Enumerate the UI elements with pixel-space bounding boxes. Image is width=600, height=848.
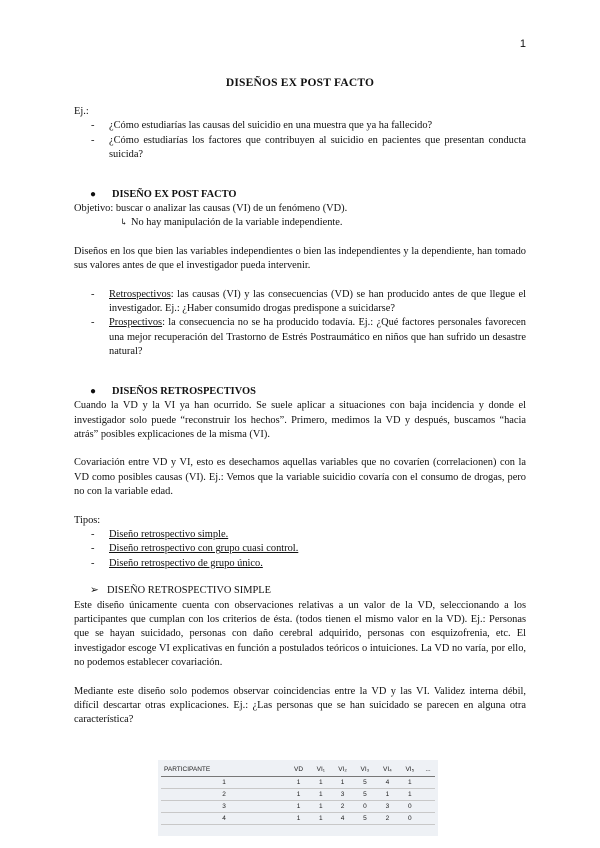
table-cell: [421, 777, 435, 789]
table-cell: 2: [376, 813, 399, 825]
table-row: [161, 801, 435, 813]
retrospective-paragraph-1: Cuando la VD y la VI ya han ocurrido. Se suele aplicar a situaciones con baja incidencia y donde el investigador solo puede “reconstruir los hechos”. Primero, medimos la VD y después, buscamos “hacia atrás” posibles explicaciones de la misma (VI).: [74, 400, 526, 440]
table-row: [161, 777, 435, 789]
definition-paragraph: Diseños en los que bien las variables independientes o bien las independientes y la dependiente, han tomado sus valores antes de que el investigador pueda intervenir.: [74, 245, 526, 272]
retrospective-types-list: [74, 528, 526, 571]
design-types-list: [74, 288, 526, 360]
retrospective-type: - Diseño retrospectivo de grupo único.: [74, 557, 526, 571]
retrospective-paragraph-2: Covariación entre VD y VI, esto es desechamos aquellas variables que no covaríen (correlacionen) con la VD como posibles causas (VI). Ej.: Vemos que la variable suicidio covaría con el consumo de drogas, pero no con la variable edad.: [74, 457, 526, 498]
table-cell: 0: [399, 813, 421, 825]
table-header-cell: VI₂: [331, 764, 353, 777]
table-cell: 1: [287, 813, 310, 825]
retrospective-type: - Diseño retrospectivo con grupo cuasi control.: [74, 542, 526, 556]
design-type-prospective: - Prospectivos: la consecuencia no se ha producido todavía. Ej.: ¿Qué factores personales favorecen una mejor recuperación del Trastorno de Estrés Postraumático en niños que han sufrido un desastre natural?: [74, 316, 526, 359]
table-cell: 0: [399, 801, 421, 813]
objective-text: Objetivo: buscar o analizar las causas (VI) de un fenómeno (VD).: [74, 203, 348, 215]
table-cell: 1: [331, 777, 353, 789]
data-table: [161, 764, 435, 825]
table-cell: 2: [331, 801, 353, 813]
table-cell: 1: [287, 789, 310, 801]
intro-label: Ej.:: [74, 106, 89, 117]
table-cell: 3: [331, 789, 353, 801]
table-header-cell: VD: [287, 764, 310, 777]
table-cell: 5: [354, 789, 377, 801]
table-cell: 1: [161, 777, 287, 789]
table-row: [161, 813, 435, 825]
table-cell: 1: [287, 801, 310, 813]
bullet-icon: ●: [90, 385, 97, 397]
page-number: 1: [519, 38, 526, 50]
table-cell: 4: [376, 777, 399, 789]
table-header-cell: VI₄: [376, 764, 399, 777]
intro-question: - ¿Cómo estudiarías los factores que contribuyen al suicidio en pacientes que presentan conducta suicida?: [74, 134, 526, 163]
table-header-cell: VI₅: [399, 764, 421, 777]
table-cell: 3: [161, 801, 287, 813]
table-cell: 1: [310, 813, 331, 825]
table-cell: 1: [399, 789, 421, 801]
intro-question-list: [74, 119, 526, 162]
design-type-retrospective: - Retrospectivos: las causas (VI) y las consecuencias (VD) se han producido antes de que llegue el investigador. Ej.: ¿Haber consumido drogas predispone a suicidarse?: [74, 288, 526, 317]
table-header-row: [161, 764, 435, 777]
simple-design-paragraph-1: Este diseño únicamente cuenta con observaciones relativas a un valor de la VD, seleccionando a los participantes que cumplan con los criterios de ésta. (todos tienen el mismo valor en la VD). Ej.: Personas que se hayan suicidado, personas con daño cerebral adquirido, personas con esquizofrenia, etc. El investigador escoge VI explicativas en función a postulados teóricos o intuiciones. La VD no varía, por ello, no podemos establecer covariación.: [74, 599, 526, 669]
table-header-cell: VI₃: [354, 764, 377, 777]
section-heading-ex-post-facto: ● DISEÑO EX POST FACTO: [74, 188, 526, 202]
retrospective-type: - Diseño retrospectivo simple.: [74, 528, 526, 542]
table-cell: 1: [310, 777, 331, 789]
table-cell: [421, 789, 435, 801]
sub-arrow-icon: ↳: [120, 217, 128, 228]
document-body: [74, 105, 526, 728]
table-cell: 3: [376, 801, 399, 813]
table-cell: 0: [354, 801, 377, 813]
section-heading-simple: ➢ DISEÑO RETROSPECTIVO SIMPLE: [74, 584, 526, 598]
sub-note: ↳ No hay manipulación de la variable independiente.: [120, 217, 343, 229]
table-cell: 1: [376, 789, 399, 801]
table-cell: 5: [354, 813, 377, 825]
table-cell: 1: [310, 801, 331, 813]
types-label: Tipos:: [74, 514, 101, 526]
table-cell: 5: [354, 777, 377, 789]
table-header-cell: ...: [421, 764, 435, 777]
table-cell: [421, 801, 435, 813]
table-header-cell: VI₁: [310, 764, 331, 777]
section-heading-retrospectivos: ● DISEÑOS RETROSPECTIVOS: [74, 385, 526, 399]
arrow-bullet-icon: ➢: [90, 585, 99, 597]
table-cell: 1: [287, 777, 310, 789]
table-header-cell: PARTICIPANTE: [161, 764, 287, 777]
document-title: DISEÑOS EX POST FACTO: [225, 77, 375, 89]
intro-question: - ¿Cómo estudiarías las causas del suicidio en una muestra que ya ha fallecido?: [74, 119, 526, 133]
simple-design-paragraph-2: Mediante este diseño solo podemos observar coincidencias entre la VD y las VI. Validez interna débil, difícil descartar otras explicaciones. Ej.: ¿Las personas que se han suicidado se parecen en alguna otra característica?: [74, 685, 526, 726]
table-cell: 4: [331, 813, 353, 825]
table-row: [161, 789, 435, 801]
bullet-icon: ●: [90, 188, 97, 200]
table-cell: 2: [161, 789, 287, 801]
table-cell: 1: [399, 777, 421, 789]
table-cell: 4: [161, 813, 287, 825]
table-cell: [421, 813, 435, 825]
table-cell: 1: [310, 789, 331, 801]
